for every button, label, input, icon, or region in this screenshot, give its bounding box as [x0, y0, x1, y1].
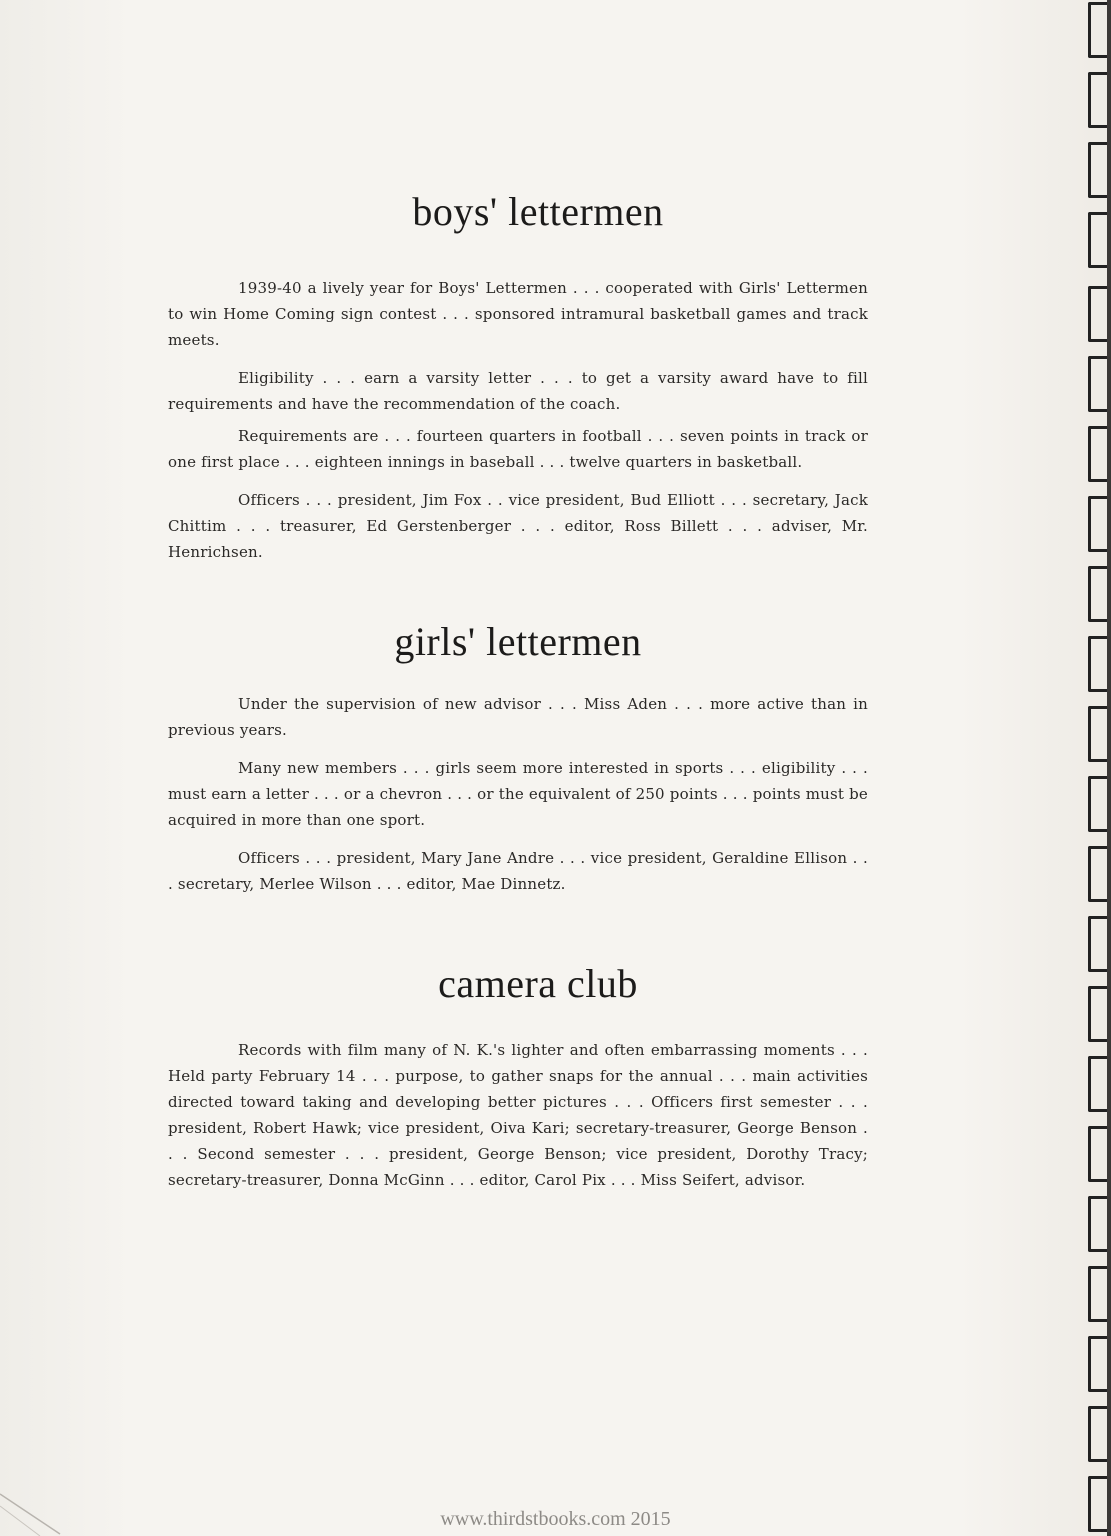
girls-paragraph-1: Under the supervision of new advisor . . . Miss Aden . . . more active than in previous years.: [168, 695, 868, 739]
camera-club-heading: camera club: [438, 961, 638, 1006]
boys-paragraph-1: 1939-40 a lively year for Boys' Lettermen . . . cooperated with Girls' Lettermen to win Home Coming sign contest . . . sponsored intramural basketball games and track meets.: [168, 279, 868, 349]
binding-ring: [1088, 2, 1107, 58]
binding-ring: [1088, 916, 1107, 972]
binding-ring: [1088, 496, 1107, 552]
binding-ring: [1088, 212, 1107, 268]
binding-ring: [1088, 72, 1107, 128]
binding-ring: [1088, 286, 1107, 342]
binding-ring: [1088, 706, 1107, 762]
spiral-binding: [1077, 0, 1111, 1536]
binding-ring: [1088, 356, 1107, 412]
binding-ring: [1088, 1056, 1107, 1112]
girls-lettermen-heading: girls' lettermen: [394, 619, 642, 664]
binding-ring: [1088, 1126, 1107, 1182]
binding-ring: [1088, 846, 1107, 902]
binding-ring: [1088, 1406, 1107, 1462]
binding-ring: [1088, 1196, 1107, 1252]
binding-ring: [1088, 776, 1107, 832]
boys-paragraph-4: Officers . . . president, Jim Fox . . vice president, Bud Elliott . . . secretary, Jack Chittim . . . treasurer, Ed Gerstenberger . . . editor, Ross Billett . . . adviser, Mr. Henrichsen.: [168, 491, 868, 561]
binding-ring: [1088, 1266, 1107, 1322]
section-boys-lettermen: [168, 188, 868, 565]
binding-ring: [1088, 636, 1107, 692]
girls-paragraph-2: Many new members . . . girls seem more interested in sports . . . eligibility . . . must earn a letter . . . or a chevron . . . or the equivalent of 250 points . . . points must be acquired in more than one sport.: [168, 759, 868, 829]
camera-paragraph-1: Records with film many of N. K.'s lighter and often embarrassing moments . . . Held party February 14 . . . purpose, to gather snaps for the annual . . . main activities directed toward taking and developing better pictures . . . Officers first semester . . . president, Robert Hawk; vice president, Oiva Kari; secretary-treasurer, George Benson . . . Second semester . . . president, George Benson; vice president, Dorothy Tracy; secretary-treasurer, Donna McGinn . . . editor, Carol Pix . . . Miss Seifert, advisor.: [168, 1041, 868, 1189]
watermark-text: www.thirdstbooks.com 2015: [440, 1508, 671, 1530]
boys-paragraph-2: Eligibility . . . earn a varsity letter . . . to get a varsity award have to fill requirements and have the recommendation of the coach.: [168, 369, 868, 413]
binding-ring: [1088, 1336, 1107, 1392]
boys-paragraph-3: Requirements are . . . fourteen quarters in football . . . seven points in track or one first place . . . eighteen innings in baseball . . . twelve quarters in basketball.: [168, 427, 868, 471]
section-camera-club: [168, 960, 868, 1193]
girls-paragraph-3: Officers . . . president, Mary Jane Andre . . . vice president, Geraldine Ellison . . . secretary, Merlee Wilson . . . editor, Mae Dinnetz.: [168, 849, 868, 893]
binding-ring: [1088, 142, 1107, 198]
binding-edge: [1107, 0, 1111, 1536]
boys-lettermen-heading: boys' lettermen: [412, 189, 664, 234]
binding-ring: [1088, 566, 1107, 622]
binding-ring: [1088, 426, 1107, 482]
section-girls-lettermen: [168, 618, 868, 897]
binding-ring: [1088, 986, 1107, 1042]
